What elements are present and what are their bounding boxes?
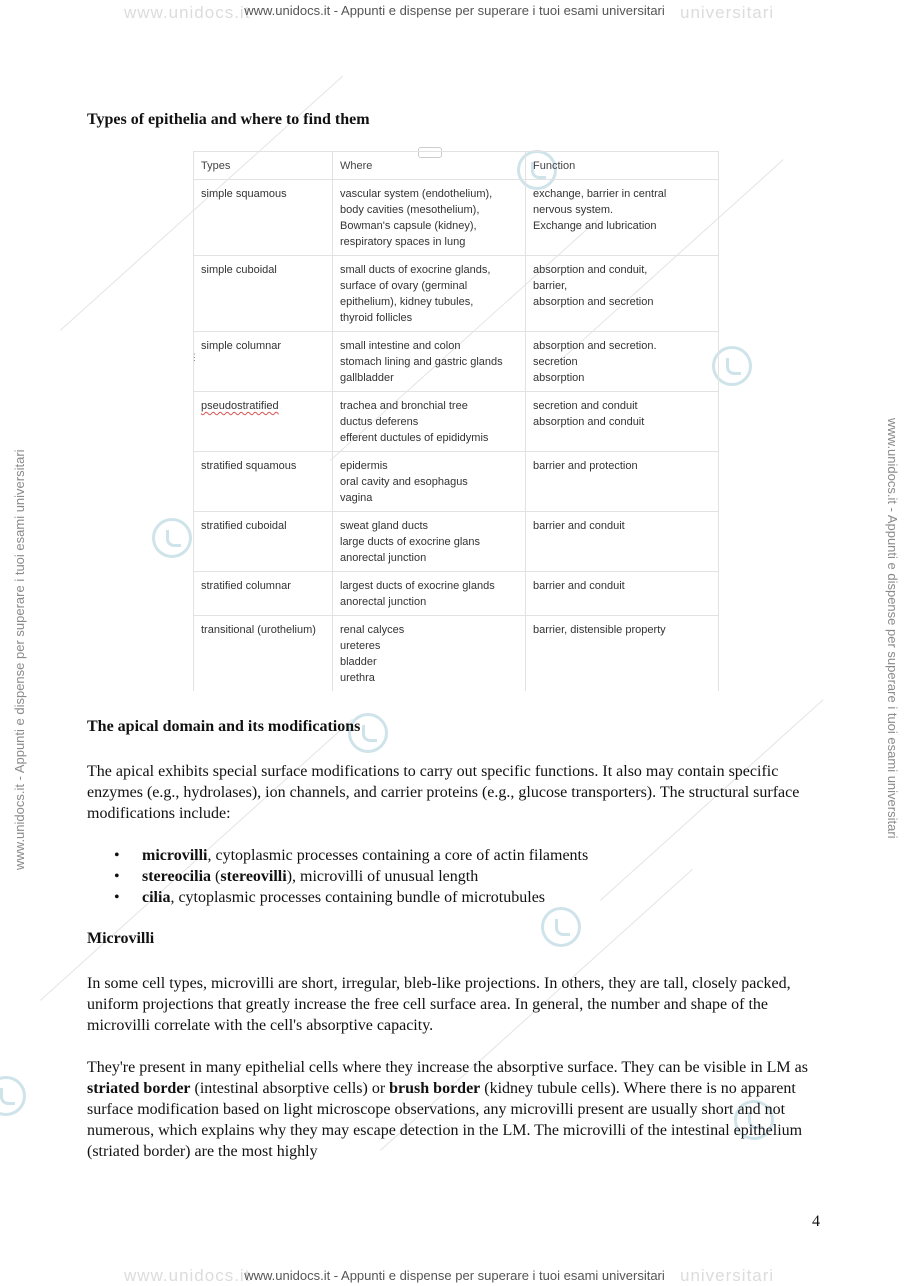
section-heading-epithelia: Types of epithelia and where to find them (87, 111, 370, 128)
watermark-ghost-text: universitari (680, 1266, 775, 1285)
cell-where: small intestine and colon stomach lining and gastric glands gallbladder (333, 332, 526, 392)
section-heading-microvilli: Microvilli (87, 930, 155, 947)
table-row (194, 332, 719, 392)
cell-where: small ducts of exocrine glands, surface of ovary (germinal epithelium), kidney tubules, thyroid follicles (333, 256, 526, 332)
watermark-logo-icon (0, 1076, 26, 1116)
header-types: Types (194, 152, 333, 180)
watermark-bottom: www.unidocs.it - Appunti e dispense per superare i tuoi esami universitari (244, 1268, 665, 1283)
cell-where: epidermis oral cavity and esophagus vagina (333, 452, 526, 512)
watermark-ghost-text: universitari (680, 3, 775, 22)
cell-function: barrier, distensible property (526, 616, 719, 692)
cell-type: simple columnar (194, 332, 333, 392)
watermark-side-left: www.unidocs.it - Appunti e dispense per superare i tuoi esami universitari (12, 449, 27, 870)
cell-type: simple squamous (194, 180, 333, 256)
section-heading-apical-domain: The apical domain and its modifications (87, 718, 361, 735)
cell-where: renal calyces ureteres bladder urethra (333, 616, 526, 692)
table-row (194, 392, 719, 452)
cell-where: largest ducts of exocrine glands anorectal junction (333, 572, 526, 616)
row-drag-handle[interactable]: ⋮ (190, 352, 199, 362)
cell-type: stratified cuboidal (194, 512, 333, 572)
watermark-top: www.unidocs.it - Appunti e dispense per superare i tuoi esami universitari (244, 3, 665, 18)
list-item: • cilia, cytoplasmic processes containing bundle of microtubules (87, 887, 827, 908)
cell-type: simple cuboidal (194, 256, 333, 332)
watermark-logo-icon (152, 518, 192, 558)
cell-type: stratified squamous (194, 452, 333, 512)
table-row (194, 452, 719, 512)
cell-function: exchange, barrier in central nervous system. Exchange and lubrication (526, 180, 719, 256)
epithelia-table (193, 151, 718, 696)
watermark-ghost-text: www.unidocs.it (124, 1266, 251, 1285)
cell-function: secretion and conduit absorption and conduit (526, 392, 719, 452)
cell-type: stratified columnar (194, 572, 333, 616)
list-item: • microvilli, cytoplasmic processes containing a core of actin filaments (87, 845, 827, 866)
table-row (194, 616, 719, 692)
watermark-side-right: www.unidocs.it - Appunti e dispense per superare i tuoi esami universitari (885, 418, 900, 839)
header-function: Function (526, 152, 719, 180)
table-row (194, 180, 719, 256)
cell-function: absorption and conduit, barrier, absorption and secretion (526, 256, 719, 332)
cell-where: trachea and bronchial tree ductus deferens efferent ductules of epididymis (333, 392, 526, 452)
list-item: • stereocilia (stereovilli), microvilli of unusual length (87, 866, 827, 887)
apical-intro-paragraph: The apical exhibits special surface modifications to carry out specific functions. It also may contain specific enzymes (e.g., hydrolases), ion channels, and carrier proteins (e.g., glucose transporters). The structural surface modifications include: (87, 763, 800, 822)
table-row (194, 512, 719, 572)
watermark-ghost-text: www.unidocs.it (124, 3, 251, 22)
cell-function: barrier and conduit (526, 512, 719, 572)
table-row (194, 572, 719, 616)
cell-function: absorption and secretion. secretion absorption (526, 332, 719, 392)
cell-type: transitional (urothelium) (194, 616, 333, 692)
table-row (194, 256, 719, 332)
cell-function: barrier and protection (526, 452, 719, 512)
page-number: 4 (812, 1213, 820, 1230)
cell-where: vascular system (endothelium), body cavities (mesothelium), Bowman's capsule (kidney), respiratory spaces in lung (333, 180, 526, 256)
surface-modifications-list (87, 845, 827, 908)
microvilli-paragraph-2: They're present in many epithelial cells where they increase the absorptive surface. They can be visible in LM as striated border (intestinal absorptive cells) or brush border (kidney tubule cells). Where there is no apparent surface modification based on light microscope observations, any microvilli present are usually short and not numerous, which explains why they may escape detection in the LM. The microvilli of the intestinal epithelium (striated border) are the most highly (87, 1059, 808, 1160)
table-header-row (194, 152, 719, 180)
microvilli-paragraph-1: In some cell types, microvilli are short, irregular, bleb-like projections. In others, they are tall, closely packed, uniform projections that greatly increase the free cell surface area. In general, the number and shape of the microvilli correlate with the cell's absorptive capacity. (87, 975, 791, 1034)
cell-function: barrier and conduit (526, 572, 719, 616)
table-drag-handle[interactable]: ··· (418, 147, 442, 158)
cell-type: pseudostratified (194, 392, 333, 452)
cell-where: sweat gland ducts large ducts of exocrine glans anorectal junction (333, 512, 526, 572)
watermark-logo-icon (541, 907, 581, 947)
header-where: Where (333, 152, 526, 180)
